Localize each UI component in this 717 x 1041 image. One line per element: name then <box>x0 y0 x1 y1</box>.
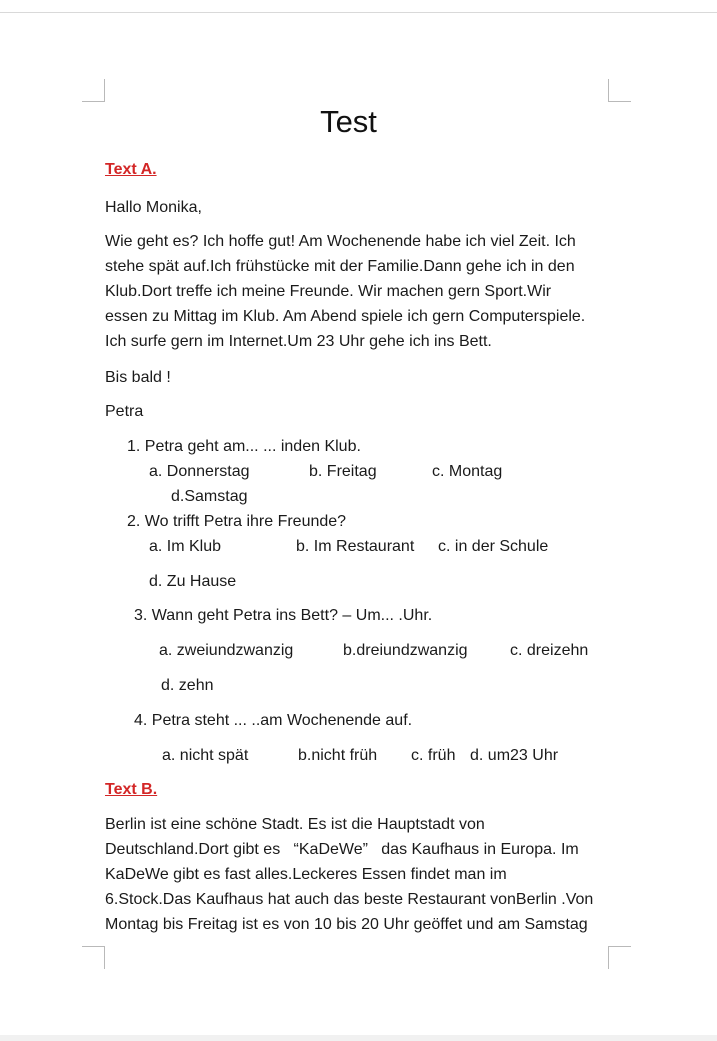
q2-option-d: d. Zu Hause <box>149 573 237 590</box>
q4-option-b: b.nicht früh <box>298 747 378 764</box>
q4-option-c: c. früh <box>411 747 456 764</box>
text-a-line: essen zu Mittag im Klub. Am Abend spiele ich gern Computerspiele. <box>105 308 586 325</box>
text-a-line: Wie geht es? Ich hoffe gut! Am Wochenende habe ich viel Zeit. Ich <box>105 233 576 250</box>
margin-corner-bottom-left <box>82 946 105 969</box>
q3-option-c: c. dreizehn <box>510 642 589 659</box>
q1-option-a: a. Donnerstag <box>149 463 250 480</box>
q3-option-a: a. zweiundzwanzig <box>159 642 294 659</box>
text-b-line: KaDeWe gibt es fast alles.Leckeres Essen findet man im <box>105 866 507 883</box>
viewer-top-bar <box>0 0 717 13</box>
q2-option-c: c. in der Schule <box>438 538 549 555</box>
question-3: 3. Wann geht Petra ins Bett? – Um... .Uhr. <box>134 607 433 624</box>
document-page <box>0 13 717 1035</box>
margin-corner-top-right <box>608 79 631 102</box>
q4-option-d: d. um23 Uhr <box>470 747 559 764</box>
margin-corner-top-left <box>82 79 105 102</box>
q1-option-b: b. Freitag <box>309 463 377 480</box>
question-1: 1. Petra geht am... ... inden Klub. <box>127 438 361 455</box>
q1-option-c: c. Montag <box>432 463 503 480</box>
q3-option-b: b.dreiundzwanzig <box>343 642 468 659</box>
q2-option-b: b. Im Restaurant <box>296 538 415 555</box>
greeting: Hallo Monika, <box>105 199 202 216</box>
closing: Bis bald ! <box>105 369 171 386</box>
question-2: 2. Wo trifft Petra ihre Freunde? <box>127 513 347 530</box>
text-b-line: Berlin ist eine schöne Stadt. Es ist die Hauptstadt von <box>105 816 485 833</box>
text-a-line: Klub.Dort treffe ich meine Freunde. Wir machen gern Sport.Wir <box>105 283 552 300</box>
margin-corner-bottom-right <box>608 946 631 969</box>
signature: Petra <box>105 403 144 420</box>
text-a-line: stehe spät auf.Ich frühstücke mit der Familie.Dann gehe ich in den <box>105 258 575 275</box>
text-b-line: Deutschland.Dort gibt es “KaDeWe” das Kaufhaus in Europa. Im <box>105 841 579 858</box>
question-4: 4. Petra steht ... ..am Wochenende auf. <box>134 712 413 729</box>
q3-option-d: d. zehn <box>161 677 214 694</box>
q2-option-a: a. Im Klub <box>149 538 222 555</box>
text-a-line: Ich surfe gern im Internet.Um 23 Uhr gehe ich ins Bett. <box>105 333 492 350</box>
page-title: Test <box>320 104 377 139</box>
text-b-body <box>105 812 615 937</box>
text-b-line: 6.Stock.Das Kaufhaus hat auch das beste Restaurant vonBerlin .Von <box>105 891 594 908</box>
text-a-body <box>105 229 615 354</box>
q4-option-a: a. nicht spät <box>162 747 249 764</box>
text-b-line: Montag bis Freitag ist es von 10 bis 20 Uhr geöffet und am Samstag <box>105 916 588 933</box>
text-a-heading: Text A. <box>105 161 157 178</box>
q1-option-d: d.Samstag <box>171 488 248 505</box>
text-b-heading: Text B. <box>105 781 158 798</box>
